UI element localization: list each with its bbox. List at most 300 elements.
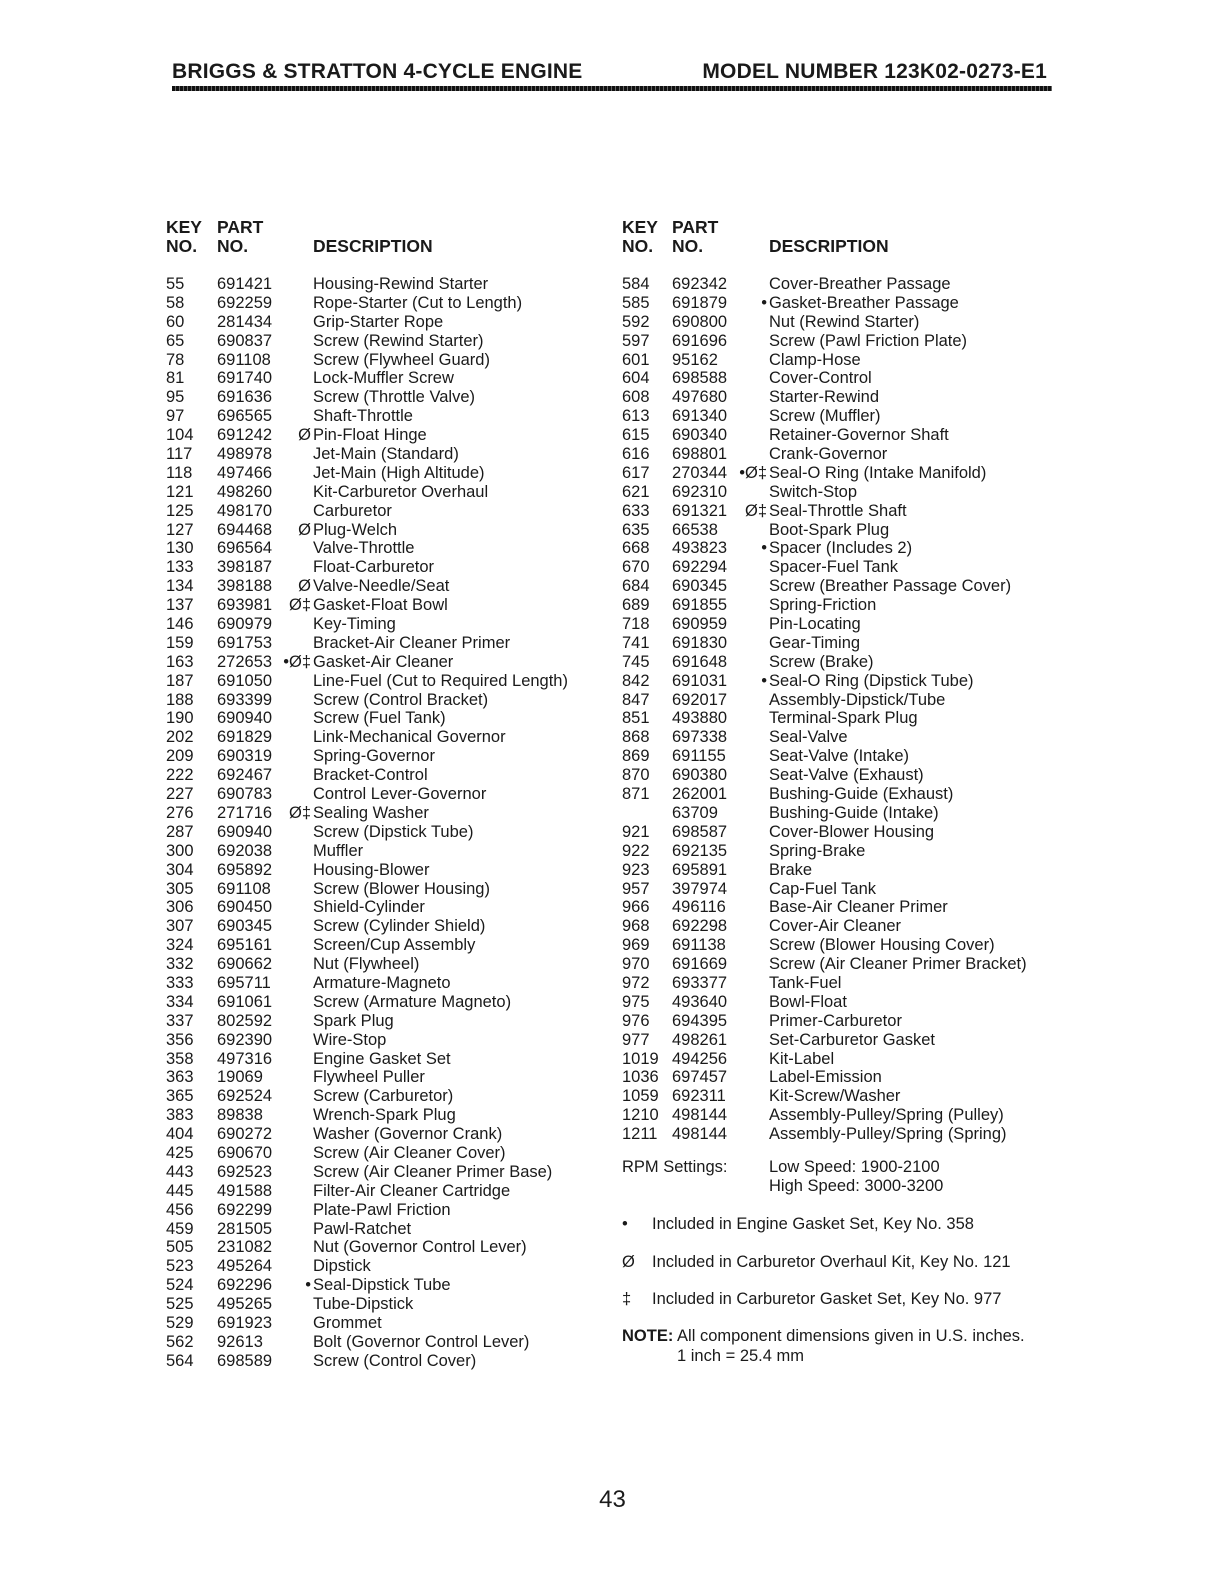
part-description: Shield-Cylinder xyxy=(313,898,425,917)
key-no-header: NO. xyxy=(166,236,198,256)
part-number: 690979 xyxy=(217,615,273,634)
key-number: 332 xyxy=(166,955,194,974)
part-description: Bolt (Governor Control Lever) xyxy=(313,1332,530,1351)
part-row xyxy=(0,1031,1225,1050)
part-description: Cap-Fuel Tank xyxy=(769,879,877,898)
key-number: 333 xyxy=(166,973,194,992)
key-number: 58 xyxy=(166,293,185,312)
key-number: 305 xyxy=(166,879,194,898)
kit-marker: • xyxy=(761,671,767,690)
key-number: 159 xyxy=(166,633,194,652)
part-number: 95162 xyxy=(672,350,718,369)
key-number: 617 xyxy=(622,463,650,482)
part-row xyxy=(0,464,1225,483)
key-number: 60 xyxy=(166,312,185,331)
key-number: 923 xyxy=(622,860,650,879)
key-number: 608 xyxy=(622,388,650,407)
part-description: Tube-Dipstick xyxy=(313,1295,414,1314)
part-description: Nut (Rewind Starter) xyxy=(769,312,920,331)
key-number: 334 xyxy=(166,992,194,1011)
key-number: 1019 xyxy=(622,1049,659,1068)
part-row xyxy=(0,426,1225,445)
part-row xyxy=(0,1087,1225,1106)
part-number: 692038 xyxy=(217,841,273,860)
part-description: Brake xyxy=(769,860,813,879)
part-description: Screw (Throttle Valve) xyxy=(313,388,475,407)
part-description: Plug-Welch xyxy=(313,520,398,539)
part-row xyxy=(0,369,1225,388)
part-row xyxy=(0,1163,612,1182)
rpm-low-speed: Low Speed: 1900-2100 xyxy=(769,1158,940,1176)
part-number: 692467 xyxy=(217,766,273,785)
part-number: 497316 xyxy=(217,1049,273,1068)
part-number: 272653 xyxy=(217,652,273,671)
part-number: 691321 xyxy=(672,501,728,520)
part-row xyxy=(0,691,1225,710)
note-text: All component dimensions given in U.S. inches. xyxy=(677,1327,1025,1345)
part-description: Screw (Dipstick Tube) xyxy=(313,822,474,841)
description-header: DESCRIPTION xyxy=(313,236,433,256)
key-number: 134 xyxy=(166,577,194,596)
key-number: 870 xyxy=(622,766,650,785)
part-number: 696565 xyxy=(217,407,273,426)
key-number: 137 xyxy=(166,596,194,615)
part-number: 498978 xyxy=(217,445,273,464)
kit-marker: •Ø‡ xyxy=(283,652,311,671)
part-number: 262001 xyxy=(672,785,728,804)
key-number: 304 xyxy=(166,860,194,879)
document-title: BRIGGS & STRATTON 4-CYCLE ENGINE xyxy=(172,60,583,83)
key-number: 287 xyxy=(166,822,194,841)
part-description: Grommet xyxy=(313,1313,382,1332)
key-no-header: NO. xyxy=(622,236,654,256)
part-row xyxy=(0,1295,612,1314)
part-description: Assembly-Pulley/Spring (Pulley) xyxy=(769,1106,1004,1125)
part-description: Cover-Control xyxy=(769,369,872,388)
part-description: Plate-Pawl Friction xyxy=(313,1200,451,1219)
part-description: Screw (Fuel Tank) xyxy=(313,709,446,728)
part-description: Spacer-Fuel Tank xyxy=(769,558,899,577)
key-number: 968 xyxy=(622,917,650,936)
part-number: 690319 xyxy=(217,747,273,766)
part-description: Seal-Valve xyxy=(769,728,848,747)
part-number: 692017 xyxy=(672,690,728,709)
part-description: Tank-Fuel xyxy=(769,973,842,992)
part-number: 698587 xyxy=(672,822,728,841)
key-number: 585 xyxy=(622,293,650,312)
key-header: KEY xyxy=(622,217,658,237)
part-row xyxy=(0,709,1225,728)
bullet-symbol: • xyxy=(622,1215,628,1233)
part-description: Seal-O Ring (Dipstick Tube) xyxy=(769,671,974,690)
part-row xyxy=(0,936,1225,955)
part-row xyxy=(0,880,1225,899)
part-description: Gasket-Breather Passage xyxy=(769,293,959,312)
header-rule xyxy=(172,86,1052,91)
key-number: 976 xyxy=(622,1011,650,1030)
part-description: Valve-Needle/Seat xyxy=(313,577,450,596)
part-description: Pawl-Ratchet xyxy=(313,1219,412,1238)
key-number: 597 xyxy=(622,331,650,350)
part-description: Starter-Rewind xyxy=(769,388,880,407)
key-number: 635 xyxy=(622,520,650,539)
part-number: 491588 xyxy=(217,1181,273,1200)
part-row xyxy=(0,634,1225,653)
key-number: 921 xyxy=(622,822,650,841)
part-number: 690380 xyxy=(672,766,728,785)
part-number: 697457 xyxy=(672,1068,728,1087)
part-description: Carburetor xyxy=(313,501,392,520)
part-number: 691138 xyxy=(672,936,726,955)
part-number: 691740 xyxy=(217,369,273,388)
part-row xyxy=(0,1125,1225,1144)
part-description: Screw (Air Cleaner Primer Bracket) xyxy=(769,955,1027,974)
part-description: Screw (Blower Housing Cover) xyxy=(769,936,995,955)
part-description: Filter-Air Cleaner Cartridge xyxy=(313,1181,511,1200)
part-number: 690670 xyxy=(217,1143,273,1162)
part-description: Pin-Float Hinge xyxy=(313,426,427,445)
part-description: Seal-O Ring (Intake Manifold) xyxy=(769,463,987,482)
kit-marker: Ø xyxy=(298,426,311,445)
part-row xyxy=(0,672,1225,691)
kit-marker: Ø‡ xyxy=(288,596,311,615)
part-row xyxy=(0,917,1225,936)
part-row xyxy=(0,1012,1225,1031)
part-number: 690272 xyxy=(217,1125,273,1144)
key-number: 306 xyxy=(166,898,194,917)
part-description: Seat-Valve (Intake) xyxy=(769,747,910,766)
part-number: 698589 xyxy=(217,1351,273,1370)
part-description: Bushing-Guide (Exhaust) xyxy=(769,785,954,804)
key-number: 445 xyxy=(166,1181,194,1200)
slashed-o-symbol: Ø xyxy=(622,1253,635,1271)
part-number: 691753 xyxy=(217,633,273,652)
part-row xyxy=(0,577,1225,596)
part-description: Washer (Governor Crank) xyxy=(313,1125,503,1144)
key-number: 97 xyxy=(166,407,185,426)
part-description: Gasket-Float Bowl xyxy=(313,596,448,615)
key-number: 604 xyxy=(622,369,650,388)
part-row xyxy=(0,1257,612,1276)
part-description: Screw (Flywheel Guard) xyxy=(313,350,490,369)
part-number: 398188 xyxy=(217,577,273,596)
key-header: KEY xyxy=(166,217,202,237)
part-number: 498144 xyxy=(672,1125,728,1144)
key-number: 601 xyxy=(622,350,650,369)
part-description: Line-Fuel (Cut to Required Length) xyxy=(313,671,568,690)
part-description: Screw (Air Cleaner Cover) xyxy=(313,1143,506,1162)
right-parts-list xyxy=(0,275,1225,1144)
key-number: 616 xyxy=(622,445,650,464)
part-number: 690959 xyxy=(672,615,728,634)
part-row xyxy=(0,804,1225,823)
part-description: Kit-Screw/Washer xyxy=(769,1087,901,1106)
key-number: 117 xyxy=(166,445,193,464)
key-number: 121 xyxy=(166,482,194,501)
part-number: 493640 xyxy=(672,992,728,1011)
part-description: Spring-Governor xyxy=(313,747,435,766)
key-number: 869 xyxy=(622,747,650,766)
key-number: 187 xyxy=(166,671,194,690)
part-row xyxy=(0,596,1225,615)
key-number: 363 xyxy=(166,1068,194,1087)
key-number: 957 xyxy=(622,879,650,898)
key-number: 104 xyxy=(166,426,194,445)
part-description: Screw (Rewind Starter) xyxy=(313,331,484,350)
key-number: 524 xyxy=(166,1276,194,1295)
part-description: Cover-Air Cleaner xyxy=(769,917,902,936)
part-number: 691050 xyxy=(217,671,273,690)
part-description: Switch-Stop xyxy=(769,482,858,501)
part-row xyxy=(0,1333,612,1352)
part-row xyxy=(0,521,1225,540)
part-row xyxy=(0,1068,1225,1087)
key-number: 118 xyxy=(166,463,193,482)
part-number: 92613 xyxy=(217,1332,263,1351)
part-number: 693377 xyxy=(672,973,728,992)
dimension-note xyxy=(622,1327,1025,1346)
unit-conversion: 1 inch = 25.4 mm xyxy=(677,1347,805,1365)
key-number: 383 xyxy=(166,1106,194,1125)
key-number: 65 xyxy=(166,331,185,350)
part-description: Float-Carburetor xyxy=(313,558,435,577)
part-number: 691155 xyxy=(672,747,726,766)
part-row xyxy=(0,898,1225,917)
part-number: 89838 xyxy=(217,1106,263,1125)
part-number: 695161 xyxy=(217,936,273,955)
part-number: 397974 xyxy=(672,879,728,898)
key-number: 592 xyxy=(622,312,650,331)
footnote-text: Included in Carburetor Overhaul Kit, Key No. 121 xyxy=(652,1253,1011,1271)
key-number: 633 xyxy=(622,501,650,520)
key-number: 613 xyxy=(622,407,650,426)
key-number: 130 xyxy=(166,539,194,558)
key-number: 970 xyxy=(622,955,650,974)
key-number: 975 xyxy=(622,992,650,1011)
key-number: 668 xyxy=(622,539,650,558)
part-description: Clamp-Hose xyxy=(769,350,861,369)
part-row xyxy=(0,1220,612,1239)
part-description: Lock-Muffler Screw xyxy=(313,369,454,388)
part-description: Rope-Starter (Cut to Length) xyxy=(313,293,523,312)
key-number: 365 xyxy=(166,1087,194,1106)
part-description: Crank-Governor xyxy=(769,445,888,464)
key-number: 459 xyxy=(166,1219,194,1238)
part-no-header: NO. xyxy=(672,236,704,256)
key-number: 276 xyxy=(166,803,194,822)
key-number: 188 xyxy=(166,690,194,709)
key-number: 337 xyxy=(166,1011,194,1030)
part-number: 691648 xyxy=(672,652,728,671)
part-description: Link-Mechanical Governor xyxy=(313,728,506,747)
part-row xyxy=(0,955,1225,974)
key-number: 227 xyxy=(166,785,194,804)
part-number: 496116 xyxy=(672,898,726,917)
part-number: 692342 xyxy=(672,275,728,293)
part-number: 692311 xyxy=(672,1087,726,1106)
key-number: 78 xyxy=(166,350,185,369)
key-number: 741 xyxy=(622,633,650,652)
key-number: 972 xyxy=(622,973,650,992)
part-description: Label-Emission xyxy=(769,1068,882,1087)
part-number: 692294 xyxy=(672,558,728,577)
part-number: 691855 xyxy=(672,596,728,615)
key-number: 670 xyxy=(622,558,650,577)
key-number: 718 xyxy=(622,615,650,634)
key-number: 977 xyxy=(622,1030,650,1049)
part-description: Bowl-Float xyxy=(769,992,847,1011)
part-number: 692310 xyxy=(672,482,728,501)
key-number: 689 xyxy=(622,596,650,615)
part-number: 690940 xyxy=(217,822,273,841)
footnote-text: Included in Engine Gasket Set, Key No. 358 xyxy=(652,1215,974,1233)
part-description: Jet-Main (High Altitude) xyxy=(313,463,485,482)
part-number: 693981 xyxy=(217,596,273,615)
part-number: 498170 xyxy=(217,501,273,520)
part-number: 696564 xyxy=(217,539,273,558)
key-number: 969 xyxy=(622,936,650,955)
part-number: 498260 xyxy=(217,482,273,501)
part-number: 691421 xyxy=(217,275,273,293)
part-description: Housing-Blower xyxy=(313,860,430,879)
part-row xyxy=(0,539,1225,558)
part-description: Retainer-Governor Shaft xyxy=(769,426,949,445)
key-number: 300 xyxy=(166,841,194,860)
part-row xyxy=(0,861,1225,880)
note-label: NOTE: xyxy=(622,1327,674,1345)
key-number: 851 xyxy=(622,709,650,728)
key-number: 55 xyxy=(166,275,185,293)
part-description: Wire-Stop xyxy=(313,1030,387,1049)
part-row xyxy=(0,1182,612,1201)
part-number: 694395 xyxy=(672,1011,728,1030)
rpm-high-speed: High Speed: 3000-3200 xyxy=(769,1177,944,1195)
part-description: Armature-Magneto xyxy=(313,973,451,992)
key-number: 505 xyxy=(166,1238,194,1257)
part-number: 691031 xyxy=(672,671,728,690)
part-number: 698801 xyxy=(672,445,728,464)
part-row xyxy=(0,1314,612,1333)
key-number: 404 xyxy=(166,1125,194,1144)
part-number: 693399 xyxy=(217,690,273,709)
rpm-label: RPM Settings: xyxy=(622,1158,728,1176)
part-number: 498261 xyxy=(672,1030,728,1049)
key-number: 443 xyxy=(166,1162,194,1181)
part-description: Shaft-Throttle xyxy=(313,407,413,426)
part-row xyxy=(0,294,1225,313)
key-number: 307 xyxy=(166,917,194,936)
part-row xyxy=(0,313,1225,332)
key-number: 209 xyxy=(166,747,194,766)
part-row xyxy=(0,653,1225,672)
part-number: 271716 xyxy=(217,803,273,822)
part-row xyxy=(0,728,1225,747)
part-description: Set-Carburetor Gasket xyxy=(769,1030,935,1049)
key-number: 425 xyxy=(166,1143,194,1162)
part-description: Kit-Carburetor Overhaul xyxy=(313,482,489,501)
part-row xyxy=(0,842,1225,861)
part-description: Control Lever-Governor xyxy=(313,785,487,804)
part-description: Seal-Dipstick Tube xyxy=(313,1276,451,1295)
key-number: 222 xyxy=(166,766,194,785)
part-number: 692299 xyxy=(217,1200,273,1219)
part-description: Valve-Throttle xyxy=(313,539,415,558)
kit-marker: • xyxy=(761,293,767,312)
key-number: 202 xyxy=(166,728,194,747)
double-dagger-symbol: ‡ xyxy=(622,1290,632,1308)
part-number: 698588 xyxy=(672,369,728,388)
part-description: Muffler xyxy=(313,841,364,860)
part-description: Wrench-Spark Plug xyxy=(313,1106,456,1125)
part-number: 691340 xyxy=(672,407,728,426)
part-number: 398187 xyxy=(217,558,273,577)
key-number: 358 xyxy=(166,1049,194,1068)
part-no-header: NO. xyxy=(217,236,249,256)
part-description: Gear-Timing xyxy=(769,633,861,652)
key-number: 922 xyxy=(622,841,650,860)
part-number: 66538 xyxy=(672,520,718,539)
part-number: 493880 xyxy=(672,709,728,728)
part-number: 231082 xyxy=(217,1238,273,1257)
key-number: 564 xyxy=(166,1351,194,1370)
part-row xyxy=(0,1106,1225,1125)
key-number: 842 xyxy=(622,671,650,690)
kit-marker: Ø‡ xyxy=(288,803,311,822)
kit-marker: • xyxy=(761,539,767,558)
part-description: Pin-Locating xyxy=(769,615,861,634)
part-row xyxy=(0,407,1225,426)
part-description: Screw (Air Cleaner Primer Base) xyxy=(313,1162,553,1181)
part-description: Spark Plug xyxy=(313,1011,394,1030)
part-number: 691923 xyxy=(217,1313,273,1332)
part-number: 697338 xyxy=(672,728,728,747)
part-row xyxy=(0,388,1225,407)
kit-marker: •Ø‡ xyxy=(739,463,767,482)
part-number: 690345 xyxy=(672,577,728,596)
key-number: 871 xyxy=(622,785,650,804)
key-number: 456 xyxy=(166,1200,194,1219)
part-number: 691108 xyxy=(217,879,271,898)
part-description: Boot-Spark Plug xyxy=(769,520,890,539)
key-number: 966 xyxy=(622,898,650,917)
part-description: Gasket-Air Cleaner xyxy=(313,652,454,671)
part-number: 802592 xyxy=(217,1011,273,1030)
kit-marker: Ø xyxy=(298,520,311,539)
key-number: 745 xyxy=(622,652,650,671)
part-number: 497466 xyxy=(217,463,273,482)
part-number: 691061 xyxy=(217,992,273,1011)
part-number: 691696 xyxy=(672,331,728,350)
key-number: 1059 xyxy=(622,1087,659,1106)
part-description: Base-Air Cleaner Primer xyxy=(769,898,948,917)
key-number: 324 xyxy=(166,936,194,955)
key-number: 684 xyxy=(622,577,650,596)
part-description: Bracket-Air Cleaner Primer xyxy=(313,633,511,652)
part-description: Nut (Flywheel) xyxy=(313,955,420,974)
kit-marker: Ø‡ xyxy=(744,501,767,520)
part-row xyxy=(0,974,1225,993)
part-number: 495264 xyxy=(217,1257,273,1276)
part-row xyxy=(0,1352,612,1371)
part-description: Screw (Carburetor) xyxy=(313,1087,454,1106)
part-description: Bracket-Control xyxy=(313,766,428,785)
key-number: 868 xyxy=(622,728,650,747)
part-description: Screen/Cup Assembly xyxy=(313,936,476,955)
part-number: 691636 xyxy=(217,388,273,407)
part-row xyxy=(0,1201,612,1220)
part-number: 497680 xyxy=(672,388,728,407)
part-description: Nut (Governor Control Lever) xyxy=(313,1238,527,1257)
